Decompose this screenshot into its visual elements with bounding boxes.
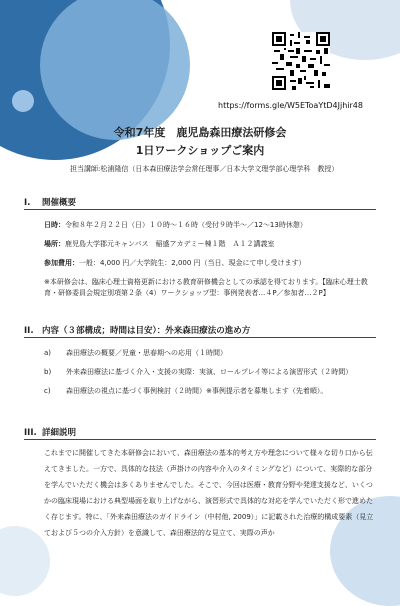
section-divider [24, 439, 376, 440]
list-item [44, 386, 327, 396]
section-number: III. [24, 428, 37, 438]
form-url-link[interactable]: https://forms.gle/W5EToaYtD4Jjhir48 [218, 101, 363, 110]
decorative-circle [0, 526, 50, 596]
section-heading-details [24, 426, 76, 438]
list-item-text: 外来森田療法に基づく介入・支援の実際：実演、ロールプレイ等による演習形式（２時間） [66, 368, 353, 376]
list-item [44, 367, 352, 377]
section-number: II. [24, 326, 34, 336]
decorative-circle [12, 90, 34, 112]
place-value: 鹿児島大学郡元キャンパス 稲盛アカデミー棟１階 Ａ１２講義室 [65, 240, 275, 248]
section-number: I. [24, 198, 31, 208]
section-title: 内容（３部構成；時間は目安）：外来森田療法の進め方 [42, 326, 251, 336]
list-item-label: c) [44, 387, 51, 395]
certification-note: ※本研修会は、臨床心理士資格更新における教育研修機会としての承認を得ております。【臨床心理士教育・研修委員会規定別項第２条（4）ワークショップ型：事例発表者…４P／参加者…２P】 [44, 278, 368, 297]
section-title: 詳細説明 [42, 428, 77, 438]
place-label: 場所： [44, 240, 65, 248]
page-title: 令和7年度 鹿児島森田療法研修会 [113, 126, 287, 139]
section-title: 開催概要 [42, 198, 77, 208]
section-heading-contents [24, 324, 250, 336]
fee-value: 一般：4,000 円／大学院生：2,000 円（当日、現金にて申し受けます） [79, 259, 306, 267]
date-value: 令和８年２月２２日（日）１０時〜１６時（受付９時半〜／12〜13時休憩） [65, 221, 307, 229]
list-item-label: a) [44, 349, 52, 357]
instructor-line: 担当講師:松浦隆信（日本森田療法学会常任理事／日本大学文理学部心理学科 教授） [70, 165, 339, 173]
qr-code[interactable] [272, 32, 330, 90]
place-line [44, 239, 274, 249]
decorative-circle [40, 0, 190, 140]
details-paragraph: これまでに開催してきた本研修会において、森田療法の基本的考え方や理念について様々な切り口から伝えてきました。一方で、具体的な技法（声掛けの内容や介入のタイミングなど）について、実際的な部分を学んでいただく機会は多くありませんでした。そこで、今回は医療・教育分野や発達支援など、いくつかの臨床現場における典型場面を取り上げながら、演習形式で具体的な対応を学んでいただく形で進めたく存じます。特に、「外来森田療法のガイドライン（中村他, 2009）」に記載された治療的構成要素（見立ておよび５つの介入方針）を意識して、森田療法的な見立て、実際の声か [44, 449, 374, 537]
fee-label: 参加費用： [44, 259, 79, 267]
section-divider [24, 337, 376, 338]
date-label: 日時： [44, 221, 65, 229]
list-item [44, 348, 227, 358]
date-line [44, 220, 307, 230]
fee-line [44, 258, 306, 268]
list-item-label: b) [44, 368, 52, 376]
list-item-text: 森田療法の概要／児童・思春期への応用（１時間） [66, 349, 227, 357]
section-divider [24, 209, 376, 210]
list-item-text: 森田療法の視点に基づく事例検討（２時間）※事例提示者を募集します（先着順）。 [66, 387, 328, 395]
section-heading-overview [24, 196, 76, 208]
page-subtitle: 1日ワークショップご案内 [135, 144, 265, 157]
